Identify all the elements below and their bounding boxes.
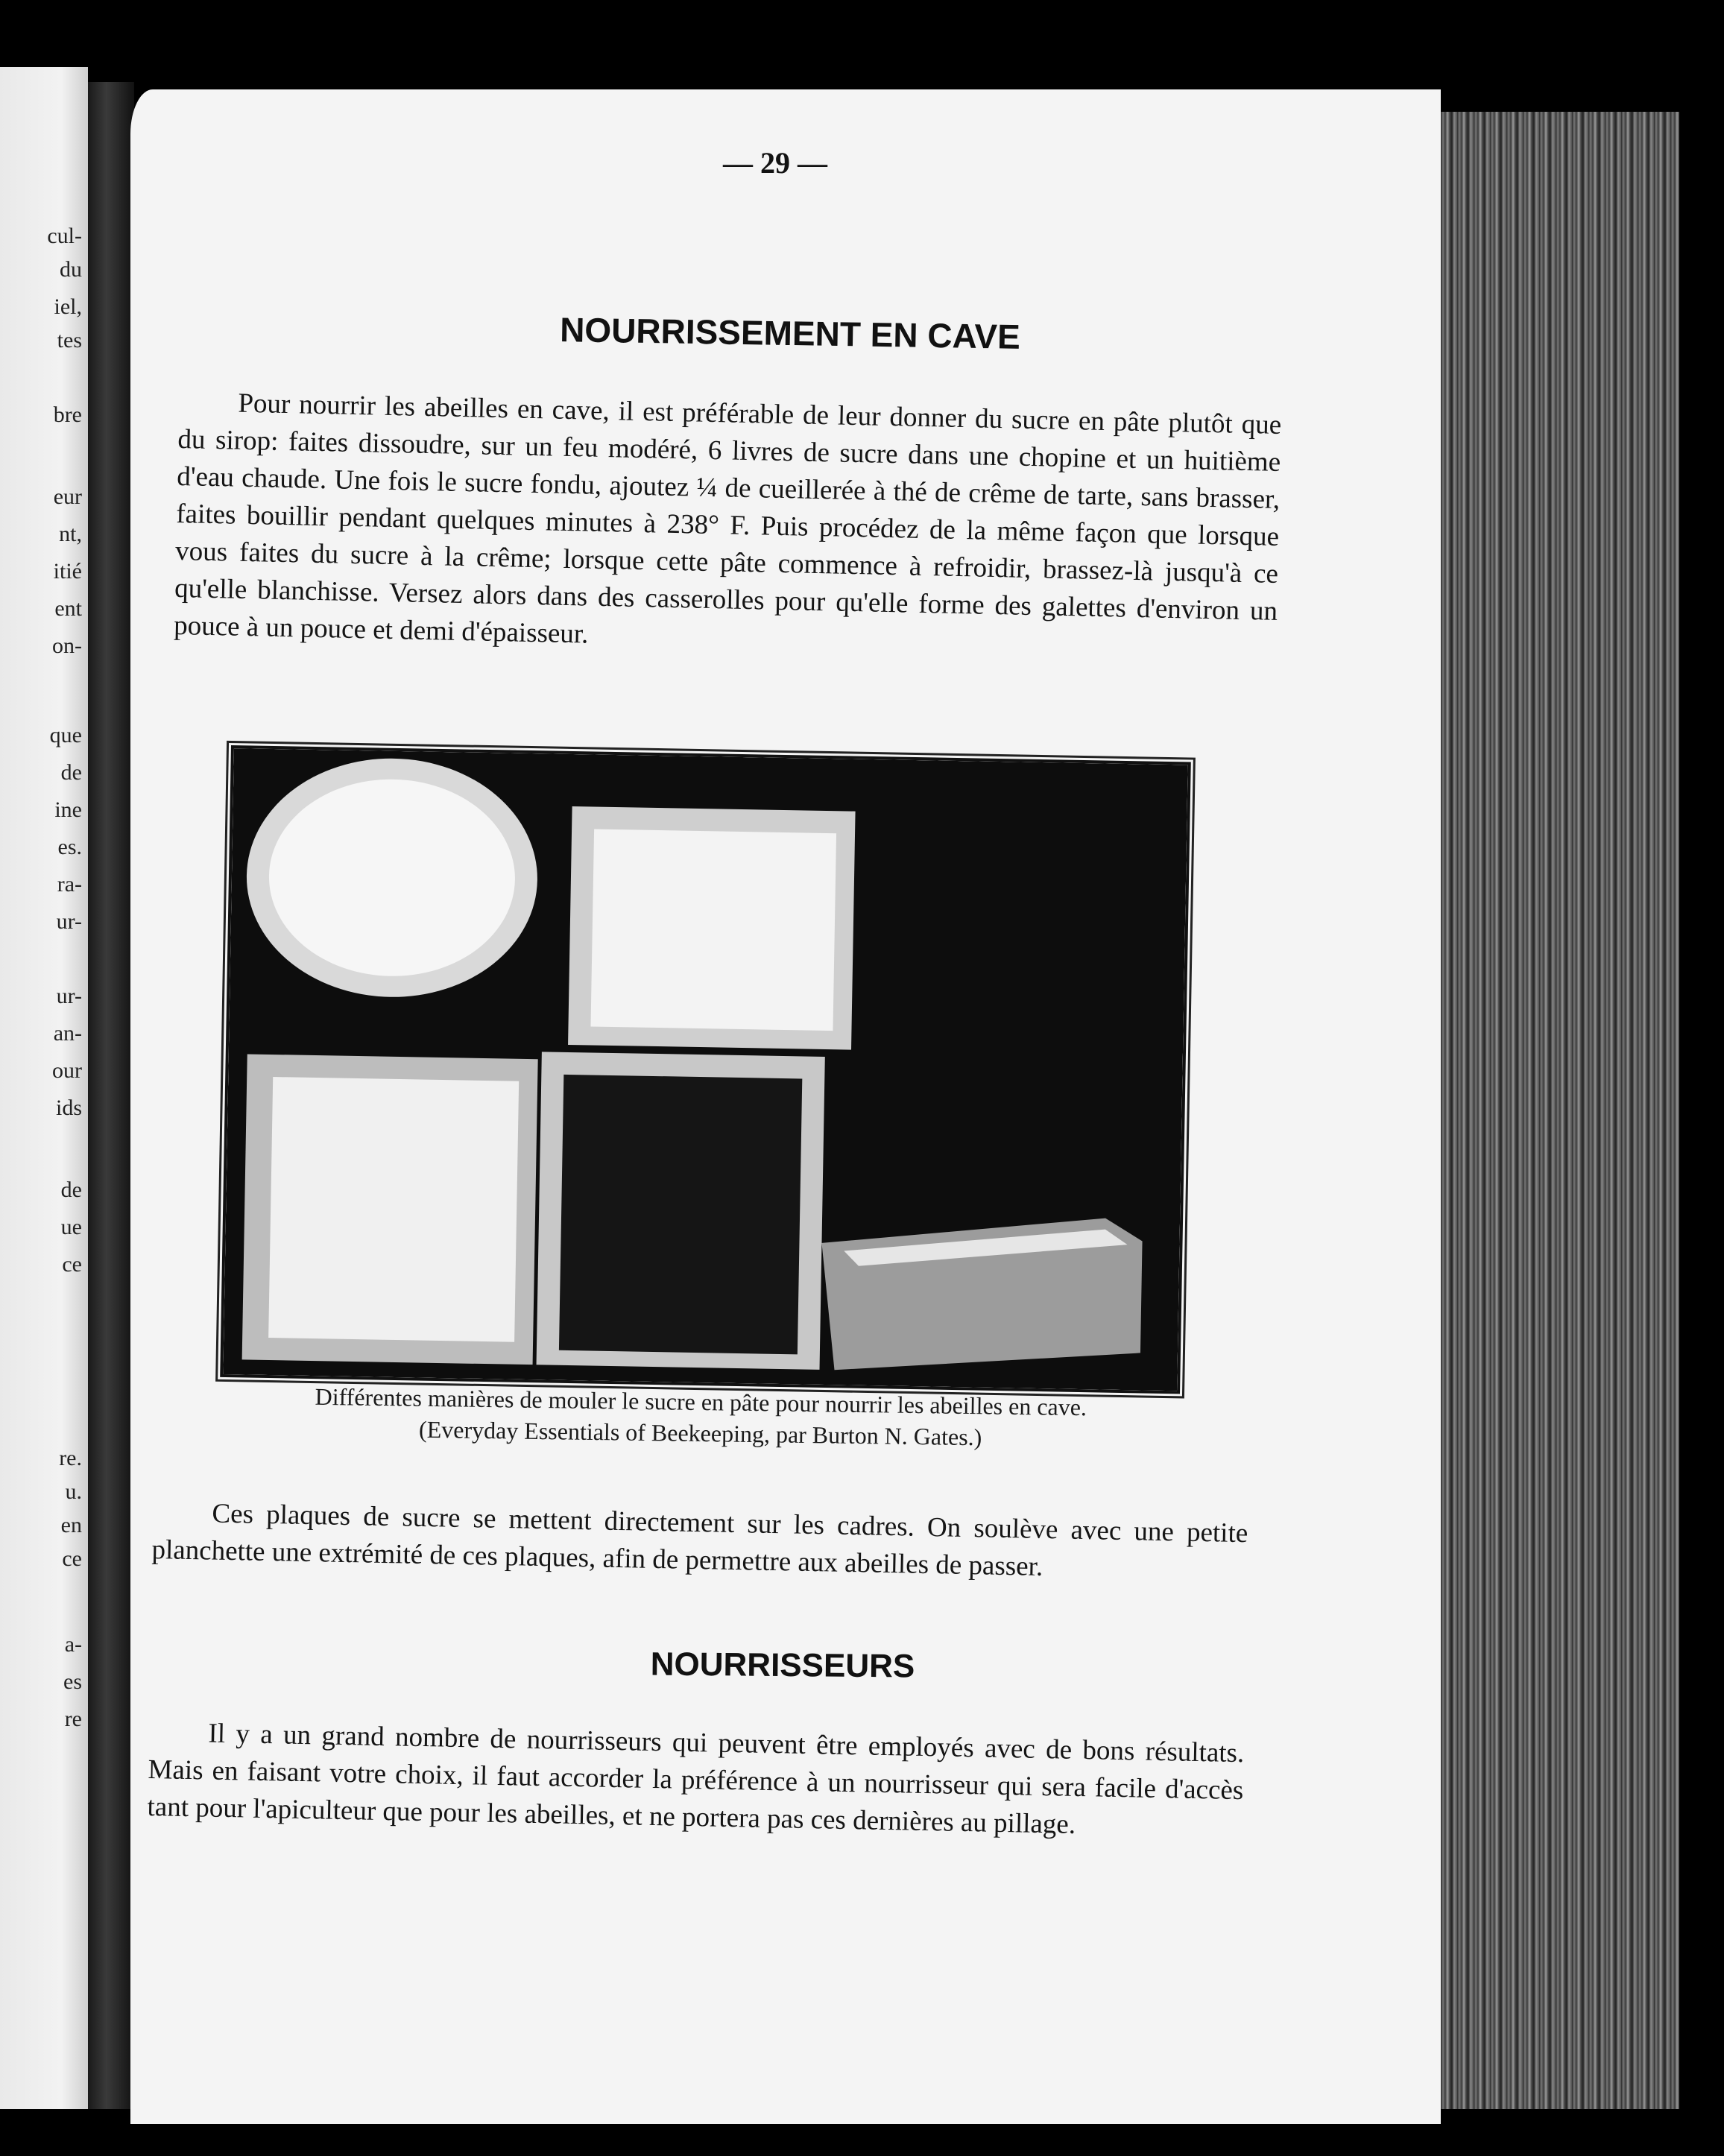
- left-page-fragment: bre: [53, 402, 82, 427]
- left-page-fragment: que: [49, 723, 82, 747]
- section-title-nourrisseurs: NOURRISSEURS: [650, 1646, 915, 1685]
- left-page-fragment: de: [60, 760, 82, 785]
- paragraph-nourrisseurs: [147, 1714, 1245, 1847]
- left-page-fragment: tes: [57, 328, 82, 353]
- left-page-fragment: ur-: [56, 984, 82, 1008]
- left-page-fragment: our: [52, 1058, 82, 1083]
- left-facing-page: [0, 67, 88, 2109]
- left-page-fragment: ent: [54, 596, 82, 621]
- left-page-fragment: de: [60, 1177, 82, 1202]
- caption-line-2: (Everyday Essentials of Beekeeping, par Burton N. Gates.): [418, 1415, 982, 1451]
- page-edges: [1441, 112, 1679, 2109]
- left-page-fragment: eur: [53, 484, 82, 509]
- left-page-fragment: ur-: [56, 909, 82, 934]
- left-page-fragment: ine: [54, 797, 82, 822]
- section-title-nourrissement: NOURRISSEMENT EN CAVE: [559, 310, 1021, 356]
- left-page-fragment: u.: [65, 1479, 82, 1504]
- book-spine-gutter: [88, 82, 134, 2109]
- page-number: — 29 —: [723, 146, 827, 180]
- left-page-fragment: es: [63, 1669, 82, 1694]
- left-page-fragment: re: [64, 1707, 82, 1731]
- left-page-fragment: re.: [59, 1446, 82, 1470]
- left-page-fragment: en: [60, 1513, 82, 1537]
- left-page-fragment: ce: [62, 1252, 82, 1277]
- left-page-fragment: cul-: [47, 224, 82, 248]
- left-page-fragment: a-: [64, 1632, 82, 1657]
- paragraph-nourrissement-text: Pour nourrir les abeilles en cave, il est préférable de leur donner du sucre en pâte plutôt que du sirop: faites dissoudre, sur un feu modéré, 6 livres de sucre dans une chopine et un huitième d'eau chaude. Une fois le sucre fondu, ajoutez ¼ de cueillerée à thé de crême de tarte, sans brasser, faites bouillir pendant quelques minutes à 238° F. Puis procédez de la même façon que lorsque vous faites du sucre à la crême; lorsque cette pâte commence à refroidir, brassez-là jusqu'à ce qu'elle blanchisse. Versez alors dans des casserolles pour qu'elle forme des galettes d'environ un pouce à un pouce et demi d'épaisseur.: [173, 388, 1282, 650]
- paragraph-nourrissement: [174, 384, 1282, 668]
- paragraph-plaques-text: Ces plaques de sucre se mettent directement sur les cadres. On soulève avec une petite planchette une extrémité de ces plaques, afin de permettre aux abeilles de passer.: [151, 1498, 1248, 1582]
- left-page-fragment: ids: [55, 1096, 82, 1120]
- caption-line-1: Différentes manières de mouler le sucre en pâte pour nourrir les abeilles en cave.: [315, 1382, 1087, 1421]
- figure-sugar-molds-photo: [220, 745, 1191, 1394]
- left-page-fragment: itié: [53, 559, 82, 584]
- left-page-fragment: iel,: [54, 294, 82, 319]
- left-page-fragment: an-: [53, 1021, 82, 1046]
- left-page-fragment: on-: [52, 633, 82, 658]
- paragraph-nourrisseurs-text: Il y a un grand nombre de nourrisseurs qui peuvent être employés avec de bons résultats. Mais en faisant votre choix, il faut accorder la préférence à un nourrisseur qui sera facile d'accès tant pour l'apiculteur que pour les abeilles, et ne portera pas ces dernières au pillage.: [147, 1718, 1245, 1840]
- left-page-fragment: du: [60, 257, 82, 282]
- left-page-fragment: nt,: [59, 522, 82, 546]
- left-page-fragment: ue: [60, 1215, 82, 1239]
- left-page-fragment: es.: [57, 835, 82, 859]
- left-page-fragment: ra-: [57, 872, 82, 897]
- left-page-fragment: ce: [62, 1546, 82, 1571]
